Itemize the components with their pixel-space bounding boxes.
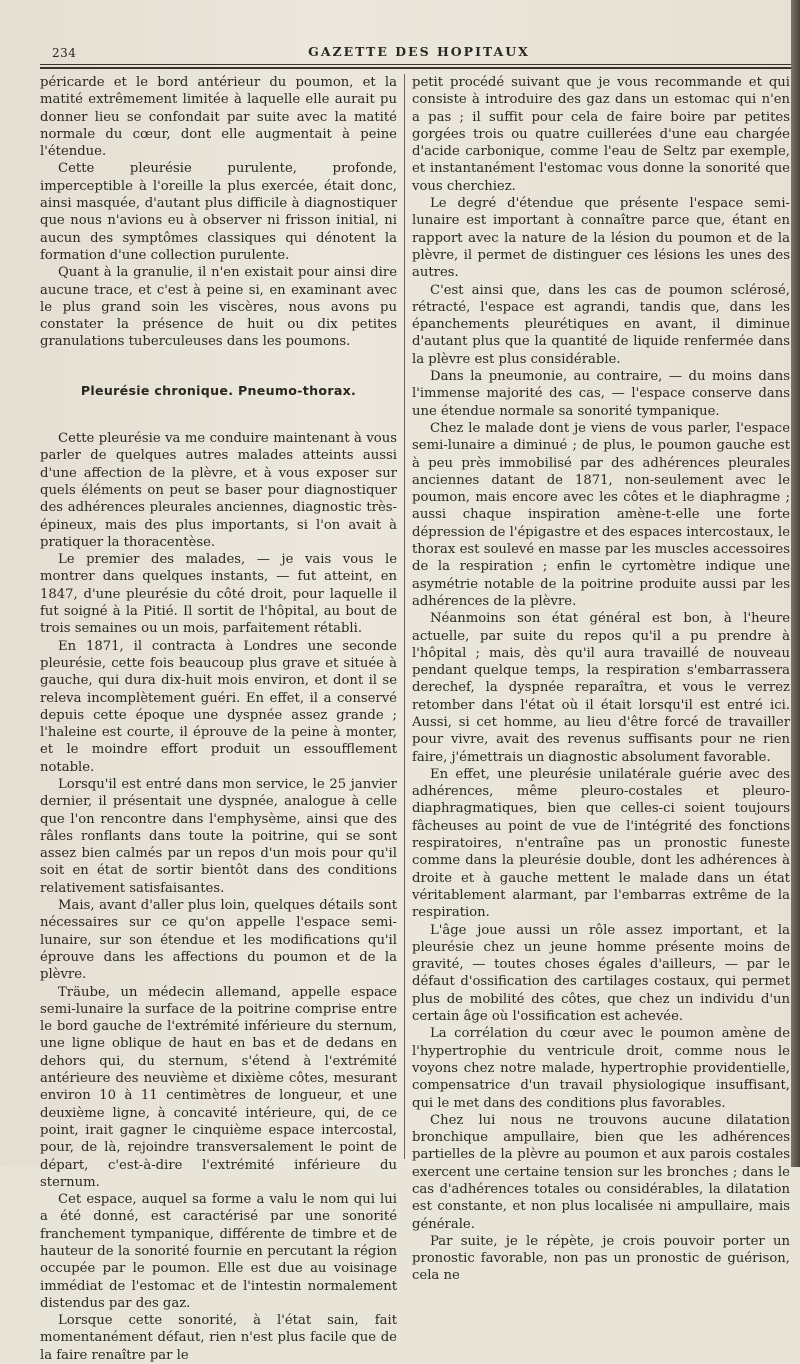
paragraph: petit procédé suivant que je vous recommande et qui consiste à introduire des gaz dans un estomac qui n'en a pas ; il suffit pour cela de faire boire par petites gorgées trois ou quatre cuillerées d'une eau chargée d'acide carbonique, comme l'eau de Seltz par exemple, et instantanément l'estomac vous donne la sonorité que vous cherchiez. [412,75,790,194]
paragraph: Néanmoins son état général est bon, à l'heure actuelle, par suite du repos qu'il a pu prendre à l'hôpital ; mais, dès qu'il aura travaillé de nouveau pendant quelque temps, la respiration s'embarrassera derechef, la dyspnée reparaîtra, et vous le verrez retomber dans l'état où il était lorsqu'il est entré ici. Aussi, si cet homme, au lieu d'être forcé de travailler pour vivre, avait des revenus suffisants pour ne rien faire, j'émettrais un diagnostic absolument favorable. [412,611,790,765]
header-rule-thick [40,67,792,69]
paragraph: En 1871, il contracta à Londres une seconde pleurésie, cette fois beaucoup plus grave et située à gauche, qui dura dix-huit mois environ, et dont il se releva incomplètement guéri. En effet, il a conservé depuis cette époque une dyspnée assez grande ; l'haleine est courte, il éprouve de la peine à monter, et le moindre effort produit un essoufflement notable. [40,638,397,775]
paragraph: Cette pleurésie va me conduire maintenant à vous parler de quelques autres malades atteints aussi d'une affection de la plèvre, et à vous exposer sur quels éléments on peut se baser pour diagnostiquer des adhérences pleurales anciennes, diagnostic très-épineux, mais des plus importants, si l'on avait à pratiquer la thoracentèse. [40,431,397,550]
paragraph: Quant à la granulie, il n'en existait pour ainsi dire aucune trace, et c'est à peine si, en examinant avec le plus grand soin les viscères, nous avons pu constater la présence de huit ou dix petites granulations tuberculeuses dans les poumons. [40,265,397,350]
paragraph: Cet espace, auquel sa forme a valu le nom qui lui a été donné, est caractérisé par une sonorité franchement tympanique, différente de timbre et de hauteur de la sonorité fournie en percutant la région occupée par le poumon. Elle est due au voisinage immédiat de l'estomac et de l'intestin normalement distendus par des gaz. [40,1192,397,1311]
right-column [412,74,790,1284]
paragraph: La corrélation du cœur avec le poumon amène de l'hypertrophie du ventricule droit, comme nous le voyons chez notre malade, hypertrophie providentielle, compensatrice d'un travail physiologique insuffisant, qui le met dans des conditions plus favorables. [412,1026,790,1111]
paragraph: Dans la pneumonie, au contraire, — du moins dans l'immense majorité des cas, — l'espace conserve dans une étendue normale sa sonorité tympanique. [412,369,790,419]
paragraph: En effet, une pleurésie unilatérale guérie avec des adhérences, même pleuro-costales et pleuro-diaphragmatiques, bien que celles-ci soient toujours fâcheuses au point de vue de l'intégrité des fonctions respiratoires, n'entraîne pas un pronostic funeste comme dans la pleurésie double, dont les adhérences à droite et à gauche mettent le malade dans un état véritablement alarmant, par l'embarras extrême de la respiration. [412,766,790,921]
paragraph: L'âge joue aussi un rôle assez important, et la pleurésie chez un jeune homme présente moins de gravité, — toutes choses égales d'ailleurs, — par le défaut d'ossification des cartilages costaux, qui permet plus de mobilité des côtes, que chez un individu d'un certain âge où l'ossification est achevée. [412,922,790,1025]
paragraph: Chez le malade dont je viens de vous parler, l'espace semi-lunaire a diminué ; de plus, le poumon gauche est à peu près immobilisé par des adhérences pleurales anciennes datant de 1871, non-seulement avec le poumon, mais encore avec les côtes et le diaphragme ; aussi chaque inspiration amène-t-elle une forte dépression de l'épigastre et des espaces intercostaux, le thorax est soulevé en masse par les muscles accessoires de la respiration ; enfin le cyrtomètre indique une asymétrie notable de la poitrine produite aussi par les adhérences de la plèvre. [412,420,790,609]
paragraph: Lorsque cette sonorité, à l'état sain, fait momentanément défaut, rien n'est plus facile que de la faire renaître par le [40,1313,397,1363]
page-binding-edge [791,0,800,1167]
paragraph: Lorsqu'il est entré dans mon service, le 25 janvier dernier, il présentait une dyspnée, analogue à celle que l'on rencontre dans l'emphysème, ainsi que des râles ronflants dans toute la poitrine, qui se sont assez bien calmés par un repos d'un mois pour qu'il soit en état de sortir bientôt dans des conditions relativement satisfaisantes. [40,776,397,896]
paragraph: Mais, avant d'aller plus loin, quelques détails sont nécessaires sur ce qu'on appelle l'espace semi-lunaire, sur son étendue et les modifications qu'il éprouve dans les affections du poumon et de la plèvre. [40,898,397,983]
page-number: 234 [52,46,77,60]
paragraph: Cette pleurésie purulente, profonde, imperceptible à l'oreille la plus exercée, était donc, ainsi masquée, d'autant plus difficile à diagnostiquer que nous n'avions eu à observer ni frisson initial, ni aucun des symptômes classiques qui dénotent la formation d'une collection purulente. [40,161,397,263]
paragraph: péricarde et le bord antérieur du poumon, et la matité extrêmement limitée à laquelle elle aurait pu donner lieu se confondait par suite avec la matité normale du cœur, dont elle augmentait à peine l'étendue. [40,75,397,160]
column-divider [404,74,405,1159]
paragraph: Träube, un médecin allemand, appelle espace semi-lunaire la surface de la poitrine comprise entre le bord gauche de l'extrémité inférieure du sternum, une ligne oblique de haut en bas et de dedans en dehors qui, du sternum, s'étend à l'extrémité antérieure des neuvième et dixième côtes, mesurant environ 10 à 11 centimètres de longueur, et une deuxième ligne, à concavité intérieure, qui, de ce point, irait gagner le cinquième espace intercostal, pour, de là, rejoindre transversalement le point de départ, c'est-à-dire l'extrémité inférieure du sternum. [40,984,397,1190]
paragraph: Chez lui nous ne trouvons aucune dilatation bronchique ampullaire, bien que les adhérences partielles de la plèvre au poumon et aux parois costales exercent une certaine tension sur les bronches ; dans le cas d'adhérences totales ou considérables, la dilatation est constante, et non plus localisée ni ampullaire, mais générale. [412,1112,790,1232]
page-header [48,36,790,66]
paragraph: Le degré d'étendue que présente l'espace semi-lunaire est important à connaître parce que, étant en rapport avec la nature de la lésion du poumon et de la plèvre, il permet de distinguer ces lésions les unes des autres. [412,196,790,281]
header-rule [40,64,792,65]
paragraph: Le premier des malades, — je vais vous le montrer dans quelques instants, — fut atteint, en 1847, d'une pleurésie du côté droit, pour laquelle il fut soigné à la Pitié. Il sortit de l'hôpital, au bout de trois semaines ou un mois, parfaitement rétabli. [40,552,397,637]
section-heading: Pleurésie chronique. Pneumo-thorax. [80,382,357,398]
paragraph: Par suite, je le répète, je crois pouvoir porter un pronostic favorable, non pas un pronostic de guérison, cela ne [412,1233,790,1284]
journal-title: GAZETTE DES HOPITAUX [308,44,530,59]
left-column [40,74,397,1363]
paragraph: C'est ainsi que, dans les cas de poumon sclérosé, rétracté, l'espace est agrandi, tandis que, dans les épanchements pleurétiques en avant, il diminue d'autant plus que la quantité de liquide renfermée dans la plèvre est plus considérable. [412,282,790,367]
